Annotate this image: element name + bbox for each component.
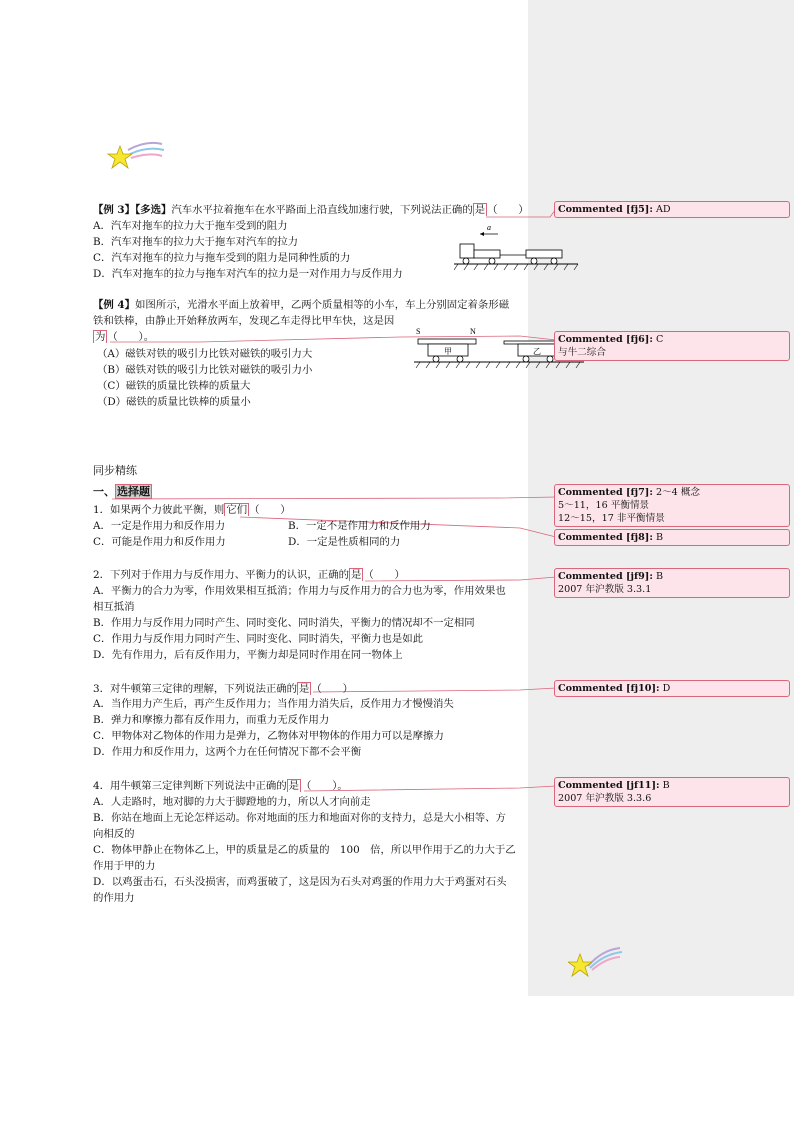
question-2-option-c: C．作用力与反作用力同时产生、同时变化、同时消失，平衡力也是如此 (93, 633, 424, 645)
example-3-text: 汽车水平拉着拖车在水平路面上沿直线加速行驶，下列说法正确的 (171, 204, 473, 216)
comment-text: 12～15，17 非平衡情景 (558, 513, 665, 524)
magnet-n-pole-label: N (470, 327, 476, 336)
question-3-text: 3．对牛顿第三定律的理解，下列说法正确的 (93, 683, 298, 695)
question-1-text: 1．如果两个力彼此平衡，则 (93, 504, 225, 516)
comment-anchor-jf11[interactable]: 是 (288, 780, 300, 792)
question-4-option-c-line-2: 作用于甲的力 (93, 860, 156, 872)
comment-author: Commented [jf9]: (558, 571, 653, 582)
shooting-star-icon (568, 944, 624, 978)
section-title: 同步精练 (93, 464, 137, 477)
answer-blank: （ ）。 (107, 331, 155, 343)
example-3-option-a: A．汽车对拖车的拉力大于拖车受到的阻力 (93, 220, 288, 232)
comment-author: Commented [fj8]: (558, 532, 653, 543)
question-3-stem (93, 682, 353, 696)
magnet-s-pole-label: S (416, 327, 421, 336)
comment-author: Commented [fj5]: (558, 204, 653, 215)
example-3-option-d: D．汽车对拖车的拉力与拖车对汽车的拉力是一对作用力与反作用力 (93, 268, 403, 280)
question-2-option-a-line-1: A．平衡力的合力为零，作用效果相互抵消；作用力与反作用力的合力也为零，作用效果也 (93, 585, 506, 597)
question-2-option-d: D．先有作用力，后有反作用力，平衡力却是同时作用在同一物体上 (93, 649, 403, 661)
comment-anchor-fj7[interactable]: 选择题 (117, 485, 150, 498)
comment-fj6[interactable] (554, 331, 790, 361)
question-1-stem (93, 503, 291, 517)
comment-anchor-jf9[interactable]: 是 (350, 569, 362, 581)
comment-fj8[interactable] (554, 529, 790, 546)
example-4-tag: 【例 4】 (93, 299, 136, 311)
example-4-stem-line-2: 铁和铁棒，由静止开始释放两车，发现乙车走得比甲车快，这是因 (93, 315, 395, 327)
answer-blank: （ ）。 (301, 780, 348, 792)
question-4-option-d-line-1: D．以鸡蛋击石，石头没损害，而鸡蛋破了，这是因为石头对鸡蛋的作用力大于鸡蛋对石头 (93, 876, 507, 888)
question-4-option-b-line-1: B．你站在地面上无论怎样运动。你对地面的压力和地面对你的支持力，总是大小相等、方 (93, 812, 506, 824)
truck-trailer-figure (454, 222, 580, 272)
question-1-option-d: D．一定是性质相同的力 (288, 536, 401, 548)
comment-fj10[interactable] (554, 680, 790, 697)
comment-text: D (662, 683, 671, 694)
question-2-stem (93, 568, 405, 582)
example-3-stem (93, 203, 529, 217)
example-3-option-b: B．汽车对拖车的拉力大于拖车对汽车的拉力 (93, 236, 299, 248)
example-4-text-1: 如图所示，光滑水平面上放着甲，乙两个质量相等的小车，车上分别固定着条形磁 (135, 299, 510, 311)
example-4-stem-line-1 (93, 298, 509, 312)
comment-fj7[interactable] (554, 484, 790, 527)
comment-author: Commented [fj10]: (558, 683, 660, 694)
cart-yi-label: 乙 (533, 347, 541, 356)
comment-anchor-fj6[interactable]: 为 (95, 331, 106, 343)
comment-anchor-fj5[interactable]: 是 (474, 204, 486, 216)
comment-text: 2007 年沪教版 3.3.6 (558, 793, 652, 804)
question-3-option-c: C．甲物体对乙物体的作用力是弹力，乙物体对甲物体的作用力可以是摩擦力 (93, 730, 444, 742)
comment-text: 2～4 概念 (655, 487, 701, 498)
comment-author: Commented [fj6]: (558, 334, 653, 345)
comment-text: B (662, 780, 670, 791)
question-1-option-c: C．可能是作用力和反作用力 (93, 536, 226, 548)
example-4-option-a: （A）磁铁对铁的吸引力比铁对磁铁的吸引力大 (97, 348, 313, 360)
example-3-tag: 【例 3】【多选】 (93, 204, 172, 216)
comment-text: B (655, 532, 664, 543)
comment-anchor-fj10[interactable]: 是 (299, 683, 310, 695)
answer-blank: （ ） (487, 204, 529, 216)
example-4-option-b: （B）磁铁对铁的吸引力比铁对磁铁的吸引力小 (97, 364, 313, 376)
subsection-prefix: 一、 (93, 485, 115, 498)
question-3-option-a: A．当作用力产生后，再产生反作用力；当作用力消失后，反作用力才慢慢消失 (93, 698, 454, 710)
comment-author: Commented [fj7]: (558, 487, 653, 498)
comment-author: Commented [jf11]: (558, 780, 660, 791)
comment-text: B (655, 571, 664, 582)
comment-text: AD (655, 204, 671, 215)
subsection-title (93, 485, 152, 499)
question-4-option-d-line-2: 的作用力 (93, 892, 135, 904)
question-4-option-c-line-1: C．物体甲静止在物体乙上，甲的质量是乙的质量的 100 倍，所以甲作用于乙的力大于乙 (93, 844, 516, 856)
question-3-option-d: D．作用力和反作用力，这两个力在任何情况下都不会平衡 (93, 746, 362, 758)
question-2-option-a-line-2: 相互抵消 (93, 601, 135, 613)
question-2-option-b: B．作用力与反作用力同时产生、同时变化、同时消失，平衡力的情况却不一定相同 (93, 617, 475, 629)
answer-blank: （ ） (311, 683, 353, 695)
comment-jf9[interactable] (554, 568, 790, 598)
shooting-star-icon (106, 140, 166, 174)
comment-text: 2007 年沪教版 3.3.1 (558, 584, 652, 595)
comment-text: 与牛二综合 (558, 347, 606, 358)
cart-jia-label: 甲 (444, 347, 452, 356)
comment-jf11[interactable] (554, 777, 790, 807)
acceleration-label: a (487, 223, 491, 232)
question-3-option-b: B．弹力和摩擦力都有反作用力，而重力无反作用力 (93, 714, 330, 726)
comment-fj5[interactable] (554, 201, 790, 218)
question-1-option-a: A．一定是作用力和反作用力 (93, 520, 226, 532)
question-4-text: 4．用牛顿第三定律判断下列说法中正确的 (93, 780, 287, 792)
question-1-option-b: B．一定不是作用力和反作用力 (288, 520, 431, 532)
question-4-option-b-line-2: 向相反的 (93, 828, 135, 840)
answer-blank: （ ） (363, 569, 405, 581)
example-4-option-d: （D）磁铁的质量比铁棒的质量小 (97, 396, 251, 408)
answer-blank: （ ） (249, 504, 291, 516)
comment-anchor-fj8[interactable]: 它们 (226, 504, 248, 516)
example-4-stem-line-3 (93, 330, 154, 344)
example-3-option-c: C．汽车对拖车的拉力与拖车受到的阻力是同种性质的力 (93, 252, 351, 264)
comment-text: C (655, 334, 664, 345)
question-2-text: 2．下列对于作用力与反作用力、平衡力的认识，正确的 (93, 569, 349, 581)
example-4-option-c: （C）磁铁的质量比铁棒的质量大 (97, 380, 251, 392)
comment-text: 5～11，16 平衡情景 (558, 500, 650, 511)
question-4-option-a: A．人走路时，地对脚的力大于脚蹬地的力，所以人才向前走 (93, 796, 371, 808)
question-4-stem (93, 779, 348, 793)
